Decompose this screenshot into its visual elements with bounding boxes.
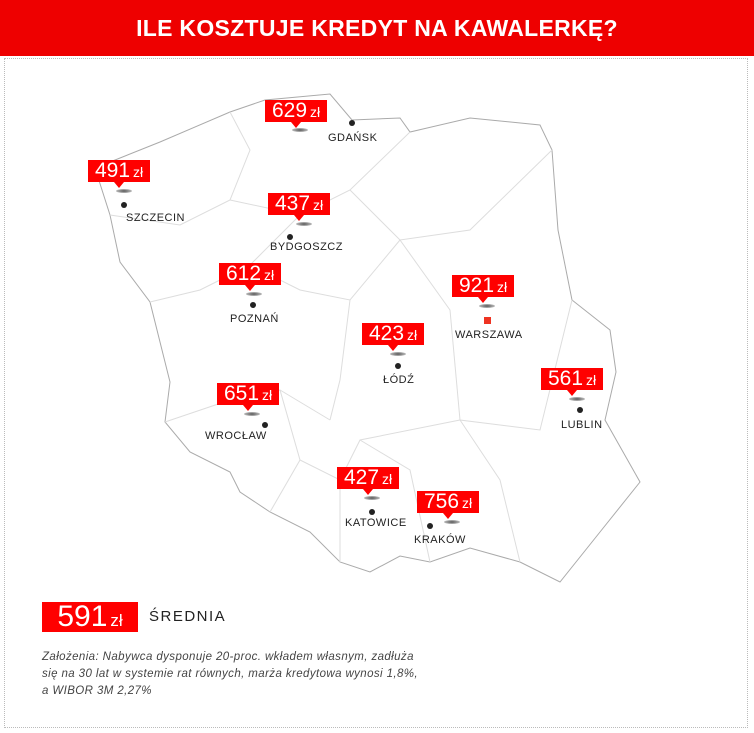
price-tag-wroclaw xyxy=(217,383,279,405)
pin-shadow xyxy=(296,222,312,226)
city-dot xyxy=(427,523,433,529)
price-tag-szczecin xyxy=(88,160,150,182)
pin-shadow xyxy=(246,292,262,296)
price-value: 423 xyxy=(369,322,405,345)
pin-shadow xyxy=(292,128,308,132)
currency: zł xyxy=(497,279,508,295)
average-label: ŚREDNIA xyxy=(149,608,227,625)
city-dot xyxy=(577,407,583,413)
city-dot xyxy=(262,422,268,428)
city-dot xyxy=(250,302,256,308)
price-value: 437 xyxy=(275,192,311,215)
city-dot xyxy=(369,509,375,515)
currency: zł xyxy=(310,104,321,120)
pin-shadow xyxy=(569,397,585,401)
currency: zł xyxy=(407,327,418,343)
city-label-gdansk: GDAŃSK xyxy=(328,132,378,144)
currency: zł xyxy=(382,471,393,487)
average-value: 591 xyxy=(57,600,108,633)
city-dot xyxy=(287,234,293,240)
pin-shadow xyxy=(479,304,495,308)
city-dot xyxy=(121,202,127,208)
currency: zł xyxy=(264,267,275,283)
price-value: 561 xyxy=(548,367,584,390)
price-value: 629 xyxy=(272,99,308,122)
city-label-wroclaw: WROCŁAW xyxy=(205,430,267,442)
page-title: ILE KOSZTUJE KREDYT NA KAWALERKĘ? xyxy=(0,0,754,56)
price-tag-bydgoszcz xyxy=(268,193,330,215)
currency: zł xyxy=(462,495,473,511)
price-value: 756 xyxy=(424,490,460,513)
price-value: 651 xyxy=(224,382,260,405)
city-label-bydgoszcz: BYDGOSZCZ xyxy=(270,241,343,253)
price-value: 612 xyxy=(226,262,262,285)
city-label-katowice: KATOWICE xyxy=(345,517,407,529)
city-label-lublin: LUBLIN xyxy=(561,419,603,431)
pin-shadow xyxy=(364,496,380,500)
price-tag-katowice xyxy=(337,467,399,489)
pin-shadow xyxy=(390,352,406,356)
currency: zł xyxy=(110,611,123,630)
city-dot xyxy=(395,363,401,369)
price-tag-gdansk xyxy=(265,100,327,122)
currency: zł xyxy=(262,387,273,403)
price-tag-lodz xyxy=(362,323,424,345)
pin-shadow xyxy=(444,520,460,524)
city-dot xyxy=(349,120,355,126)
city-label-krakow: KRAKÓW xyxy=(414,534,466,546)
city-label-szczecin: SZCZECIN xyxy=(126,212,185,224)
city-label-lodz: ŁÓDŹ xyxy=(383,374,415,386)
price-value: 491 xyxy=(95,159,131,182)
price-tag-warszawa xyxy=(452,275,514,297)
pin-shadow xyxy=(244,412,260,416)
price-tag-lublin xyxy=(541,368,603,390)
price-value: 427 xyxy=(344,466,380,489)
capital-marker xyxy=(484,317,491,324)
price-tag-poznan xyxy=(219,263,281,285)
assumptions-note: Założenia: Nabywca dysponuje 20-proc. wkładem własnym, zadłuża się na 30 lat w systemie rat równych, marża kredytowa wynosi 1,8%, a WIBOR 3M 2,27% xyxy=(42,651,419,697)
currency: zł xyxy=(313,197,324,213)
price-tag-krakow xyxy=(417,491,479,513)
pin-shadow xyxy=(116,189,132,193)
currency: zł xyxy=(586,372,597,388)
price-value: 921 xyxy=(459,274,495,297)
average-price-box xyxy=(42,602,138,632)
city-label-poznan: POZNAŃ xyxy=(230,313,279,325)
city-label-warszawa: WARSZAWA xyxy=(455,329,523,341)
currency: zł xyxy=(133,164,144,180)
